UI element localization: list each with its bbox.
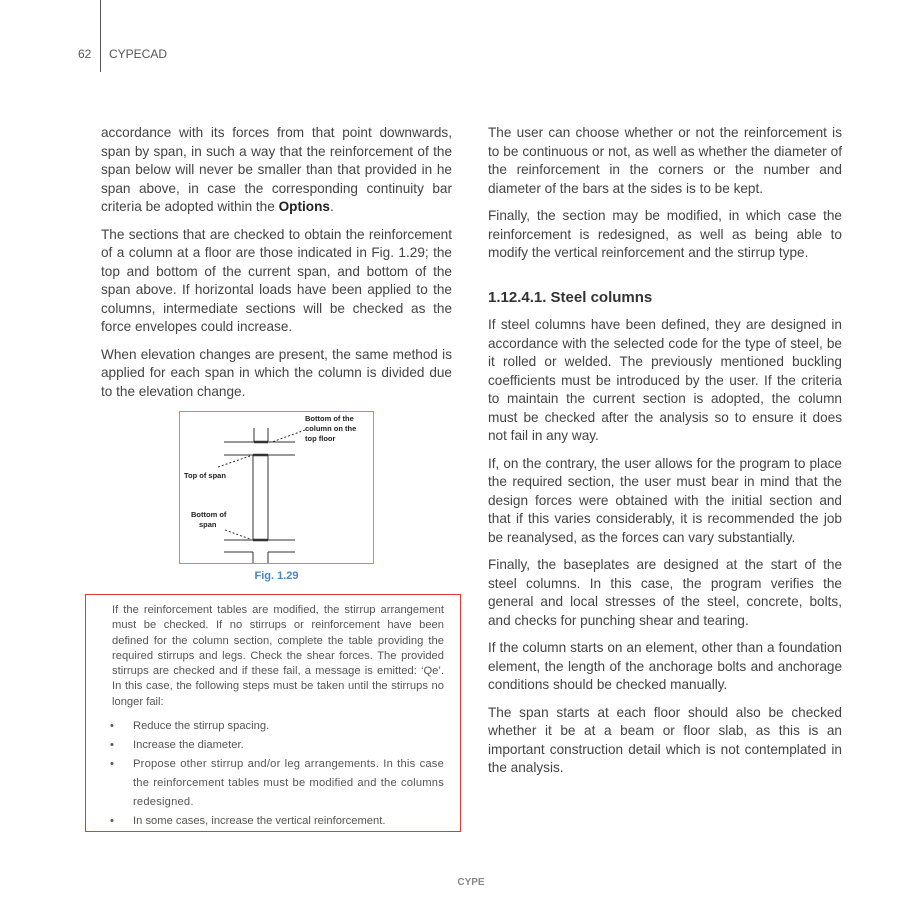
right-column: [488, 124, 842, 787]
footer: CYPE: [457, 877, 485, 888]
paragraph: Finally, the baseplates are designed at the start of the steel columns. In this case, the program verifies the general and local stresses of the steel, concrete, bolts, and checks for punching shear and tearing.: [488, 557, 842, 628]
column-diagram: [180, 412, 373, 563]
paragraph: The sections that are checked to obtain the reinforcement of a column at a floor are those indicated in Fig. 1.29; the top and bottom of the current span, and bottom of the span above. If horizontal loads have been applied to the columns, intermediate sections will be checked as the force envelopes could increase.: [101, 226, 452, 334]
list-item: • Increase the diameter.: [112, 736, 444, 755]
label-bottom-top-floor-2: column on the: [305, 424, 357, 433]
list-item: • Reduce the stirrup spacing.: [112, 717, 444, 736]
paragraph: If steel columns have been defined, they are designed in accordance with the selected code for the type of steel, be it rolled or welded. The previously mentioned buckling coefficients must be introduced by the user. If the criteria to maintain the current section is adopted, the column must be checked after the analysis so to ensure it does not fail in any way.: [488, 317, 842, 443]
text: accordance with its forces from that point downwards, span by span, in such a way that the reinforcement of the span below will never be smaller than that provided in he span above, in case the corresponding continuity bar criteria be adopted within the: [101, 125, 452, 214]
paragraph: If, on the contrary, the user allows for the program to place the required section, the user must bear in mind that the design forces were obtained with the initial section and that if this varies considerably, it is recommended the job be reanalysed, as the forces can vary substantially.: [488, 455, 842, 545]
label-bottom-of-span-1: Bottom of: [191, 510, 227, 519]
section-heading: 1.12.4.1. Steel columns: [488, 288, 653, 306]
paragraph: When elevation changes are present, the same method is applied for each span in which the column is divided due to the elevation change.: [101, 346, 452, 399]
list-item: • Propose other stirrup and/or leg arrangements. In this case the reinforcement tables must be modified and the columns redesigned.: [112, 755, 444, 812]
figure-column-sections: [179, 411, 374, 564]
note-box: [85, 594, 461, 832]
left-column: [101, 124, 452, 410]
label-bottom-top-floor-1: Bottom of the: [305, 414, 354, 423]
note-list: [112, 717, 444, 831]
paragraph: The user can choose whether or not the reinforcement is to be continuous or not, as well as whether the diameter of the reinforcement in the corners or the number and diameter of the bars at the sides is to be kept.: [488, 125, 842, 196]
note-text: If the reinforcement tables are modified, the stirrup arrangement must be checked. If no stirrups or reinforcement have been defined for the column section, complete the table providing the required stirrups and legs. Check the shear forces. The provided stirrups are checked and if these fail, a message is emitted: ‘Qe’. In this case, the following steps must be taken until the stirrups no longer fail:: [112, 604, 444, 708]
header-divider: [100, 0, 101, 72]
label-bottom-of-span-2: span: [199, 520, 217, 529]
figure-caption: Fig. 1.29: [254, 570, 299, 582]
options-term: Options: [278, 199, 330, 214]
page-number: 62: [78, 47, 92, 61]
paragraph: [101, 124, 452, 217]
label-bottom-top-floor-3: top floor: [305, 434, 336, 443]
label-top-of-span: Top of span: [184, 471, 226, 480]
paragraph: If the column starts on an element, other than a foundation element, the length of the anchorage bolts and anchorage conditions should be checked manually.: [488, 640, 842, 692]
text: .: [329, 199, 334, 214]
paragraph: The span starts at each floor should also be checked whether it be at a beam or floor slab, as this is an important construction detail which is not contemplated in the analysis.: [488, 704, 842, 775]
paragraph: Finally, the section may be modified, in which case the reinforcement is redesigned, as well as being able to modify the vertical reinforcement and the stirrup type.: [488, 208, 842, 260]
list-item: • In some cases, increase the vertical reinforcement.: [112, 812, 444, 831]
running-title: CYPECAD: [109, 47, 168, 61]
